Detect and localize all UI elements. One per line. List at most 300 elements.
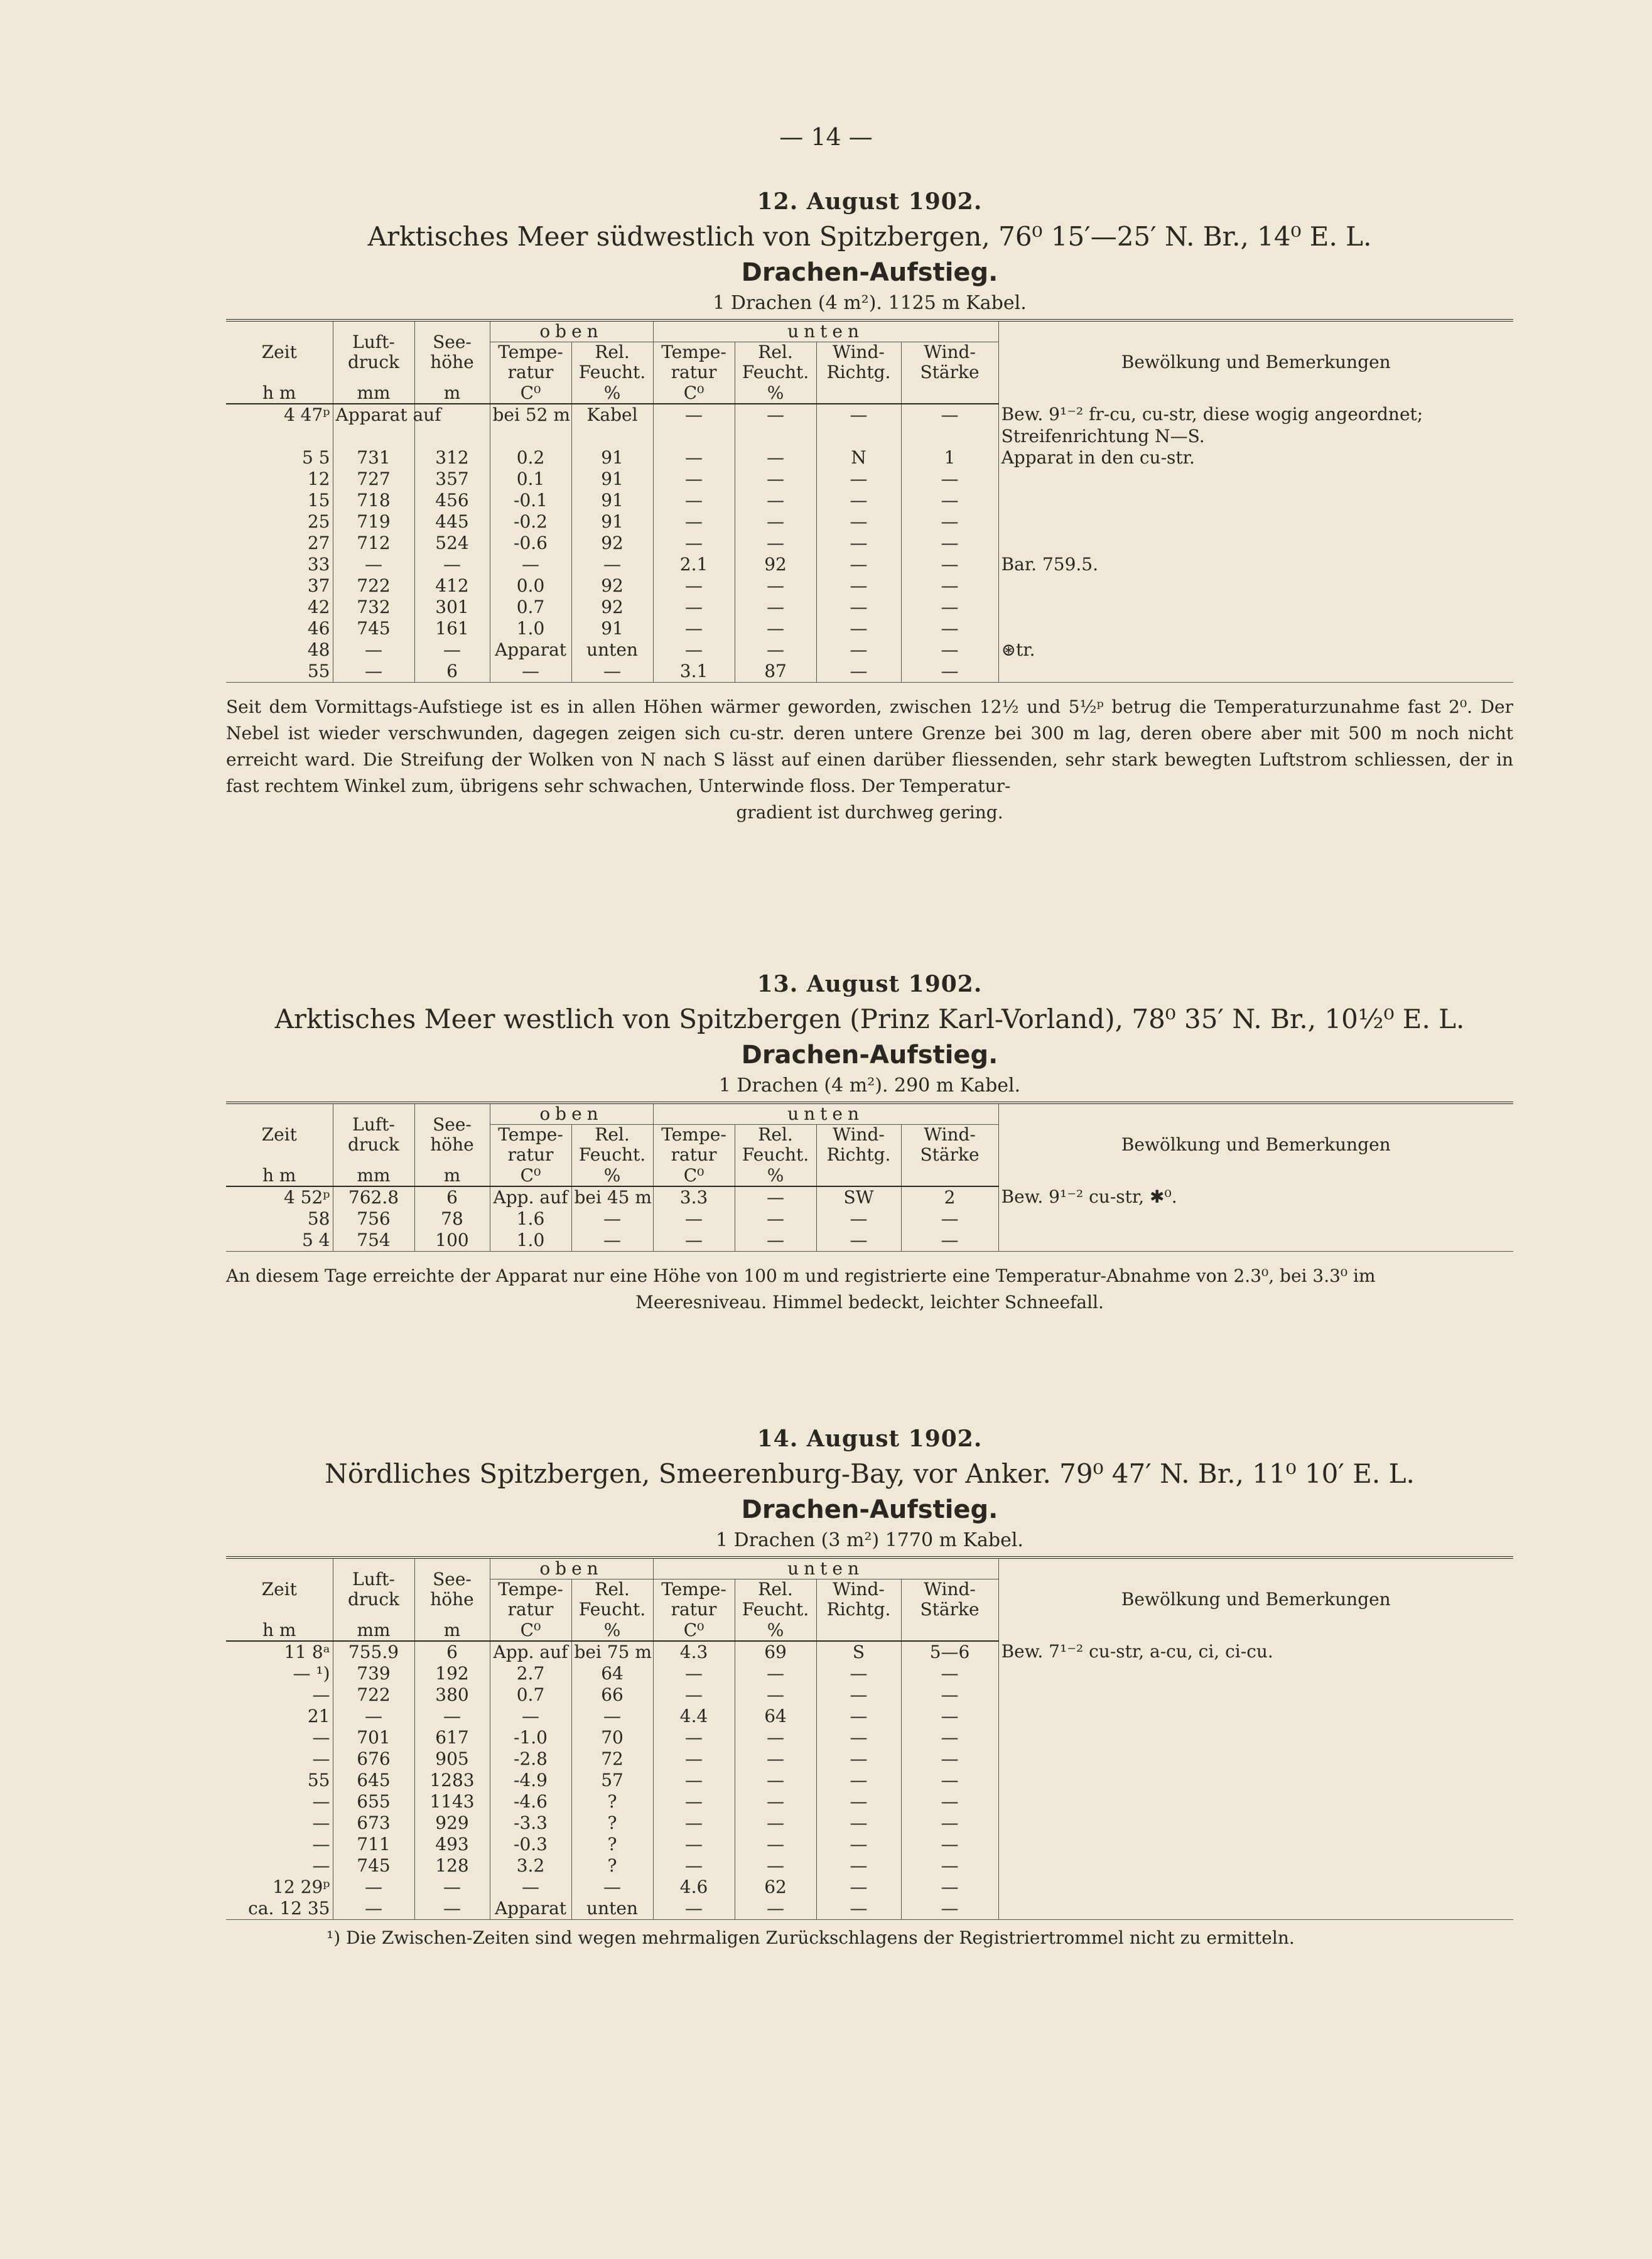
table-cell: — (816, 597, 901, 618)
table-cell: — (735, 1898, 816, 1920)
table-cell: Apparat (490, 1898, 571, 1920)
table-cell: — (571, 1877, 653, 1898)
table-cell: ? (571, 1791, 653, 1812)
section-aug-13 (226, 971, 1513, 1316)
table-cell (998, 1770, 1513, 1791)
table-cell: — (816, 1834, 901, 1855)
table-cell: — (901, 554, 998, 575)
table-cell (998, 1208, 1513, 1230)
table-cell: — (571, 1706, 653, 1727)
col-windstaerke-header: Wind-Stärke (901, 1579, 998, 1620)
col-rel-unten-header: Rel. Feucht. (735, 1125, 816, 1166)
table-cell: 6 (414, 1641, 490, 1663)
table-cell: — (414, 639, 490, 661)
group-unten-header: unten (653, 320, 998, 342)
table-row (226, 1684, 1513, 1706)
table-cell: — (816, 490, 901, 511)
table-cell: 712 (333, 533, 414, 554)
table-cell: — (901, 1834, 998, 1855)
table-cell: 655 (333, 1791, 414, 1812)
col-rel-unten-header: Rel. Feucht. (735, 1579, 816, 1620)
table-cell: — (901, 1663, 998, 1684)
table-cell: — (816, 639, 901, 661)
table-cell: 380 (414, 1684, 490, 1706)
unit-c: C⁰ (490, 1620, 571, 1641)
unit-pct: % (735, 1620, 816, 1641)
col-luftdruck-header: Luft-druck (333, 320, 414, 383)
table-cell (998, 1898, 1513, 1920)
table-cell: — (816, 1706, 901, 1727)
table-cell: 0.7 (490, 1684, 571, 1706)
table-cell: bei 45 m (571, 1186, 653, 1208)
table-cell: — (901, 1727, 998, 1748)
table-cell: 3.1 (653, 661, 735, 683)
table-cell: 2.7 (490, 1663, 571, 1684)
table-cell: ca. 12 35 (226, 1898, 333, 1920)
col-temp-unten-header: Tempe-ratur (653, 342, 735, 383)
table-cell: Kabel (571, 404, 653, 426)
table-row (226, 1727, 1513, 1748)
table-cell (816, 426, 901, 447)
col-zeit-header: Zeit (226, 1557, 333, 1620)
table-cell: — (735, 575, 816, 597)
table-cell: 69 (735, 1641, 816, 1663)
col-windrichtung-header: Wind-Richtg. (816, 1125, 901, 1166)
table-row (226, 1748, 1513, 1770)
table-cell: bei 52 m (490, 404, 571, 426)
table-cell: 5 4 (226, 1230, 333, 1252)
table-cell: 128 (414, 1855, 490, 1877)
table-cell: Apparat (490, 639, 571, 661)
col-temp-oben-header: Tempe-ratur (490, 1125, 571, 1166)
unit-zeit: h m (226, 1620, 333, 1641)
table-cell: 2.1 (653, 554, 735, 575)
table-cell: 4 47ᵖ (283, 404, 330, 425)
table-cell: 718 (333, 490, 414, 511)
table-cell: — (901, 1855, 998, 1877)
table-cell: 21 (307, 1705, 330, 1726)
unit-m: m (414, 1166, 490, 1186)
table-cell: — (735, 618, 816, 639)
table-cell: 12 (307, 468, 330, 489)
section-aug-14 (226, 1426, 1513, 1948)
table-cell: 6 (414, 1186, 490, 1208)
table-cell: — (653, 1770, 735, 1791)
table-cell: — (816, 661, 901, 683)
table-cell: — (653, 1791, 735, 1812)
unit-c: C⁰ (490, 1166, 571, 1186)
table-cell: 1.0 (490, 1230, 571, 1252)
table-cell (653, 426, 735, 447)
table-cell: — (816, 575, 901, 597)
unit-c: C⁰ (653, 1166, 735, 1186)
table-cell: 192 (414, 1663, 490, 1684)
table-cell: — (735, 469, 816, 490)
table-cell: Apparat auf (333, 404, 414, 426)
table-row (226, 618, 1513, 639)
table-cell: 33 (307, 553, 330, 575)
table-row (226, 661, 1513, 683)
table-cell: 711 (333, 1834, 414, 1855)
table-row (226, 447, 1513, 469)
table-cell (998, 1855, 1513, 1877)
unit-c: C⁰ (653, 1620, 735, 1641)
table-row (226, 639, 1513, 661)
table-cell: — (901, 1877, 998, 1898)
table-cell: — (816, 618, 901, 639)
table-cell: — (901, 404, 998, 426)
table-cell: — (312, 1748, 330, 1769)
col-seehoehe-header: See-höhe (414, 1103, 490, 1166)
page-number: — 14 — (779, 123, 873, 151)
table-cell: 727 (333, 469, 414, 490)
table-cell: 92 (735, 554, 816, 575)
table-cell (998, 1706, 1513, 1727)
table-cell: -0.1 (490, 490, 571, 511)
table-cell: ? (571, 1834, 653, 1855)
section-aug-12 (226, 188, 1513, 826)
table-row (226, 1898, 1513, 1920)
table-cell: — (901, 1898, 998, 1920)
table-cell (998, 1791, 1513, 1812)
section-location: Arktisches Meer südwestlich von Spitzbergen, 76⁰ 15′—25′ N. Br., 14⁰ E. L. (367, 221, 1372, 252)
table-cell (998, 618, 1513, 639)
table-cell (414, 426, 490, 447)
table-cell: 445 (414, 511, 490, 533)
table-cell: — (735, 1208, 816, 1230)
section-date: 12. August 1902. (757, 188, 983, 215)
table-cell: 1143 (414, 1791, 490, 1812)
group-unten-header: unten (653, 1557, 998, 1579)
table-cell: 617 (414, 1727, 490, 1748)
table-cell: 731 (333, 447, 414, 469)
unit-zeit: h m (226, 383, 333, 404)
table-cell (998, 1877, 1513, 1898)
table-row (226, 1877, 1513, 1898)
table-cell (998, 469, 1513, 490)
section-title: Drachen-Aufstieg. (741, 258, 998, 287)
table-cell: 100 (414, 1230, 490, 1252)
table-cell: 754 (333, 1230, 414, 1252)
table-row (226, 1208, 1513, 1230)
table-cell: 57 (571, 1770, 653, 1791)
table-cell: — (816, 1877, 901, 1898)
table-cell (901, 426, 998, 447)
table-row (226, 404, 1513, 426)
unit-m: m (414, 1620, 490, 1641)
table-cell: 64 (735, 1706, 816, 1727)
table-cell: 46 (307, 617, 330, 639)
table-cell: — (816, 1770, 901, 1791)
footnote: ¹) Die Zwischen-Zeiten sind wegen mehrmaligen Zurückschlagens der Registriertrommel nicht zu ermitteln. (327, 1927, 1295, 1948)
section-location: Nördliches Spitzbergen, Smeerenburg-Bay, vor Anker. 79⁰ 47′ N. Br., 11⁰ 10′ E. L. (325, 1458, 1415, 1489)
table-cell: — (735, 1855, 816, 1877)
table-row (226, 1230, 1513, 1252)
table-cell: -1.0 (490, 1727, 571, 1748)
table-cell: — (653, 469, 735, 490)
table-cell: — (816, 404, 901, 426)
table-cell (226, 426, 333, 447)
table-cell (998, 1663, 1513, 1684)
col-rel-oben-header: Rel. Feucht. (571, 1579, 653, 1620)
table-cell: — (901, 597, 998, 618)
section-title: Drachen-Aufstieg. (741, 1041, 998, 1070)
table-cell: 12 29ᵖ (273, 1876, 330, 1897)
table-cell: 493 (414, 1834, 490, 1855)
table-cell: — (816, 1230, 901, 1252)
table-cell: 732 (333, 597, 414, 618)
table-cell: — (816, 1748, 901, 1770)
table-cell: 929 (414, 1812, 490, 1834)
table-cell: — (901, 1770, 998, 1791)
table-cell: unten (571, 639, 653, 661)
table-cell: — (312, 1684, 330, 1705)
table-cell: App. auf (490, 1641, 571, 1663)
table-cell: — (816, 1898, 901, 1920)
note-text: Meeresniveau. Himmel bedeckt, leichter Schneefall. (635, 1291, 1104, 1313)
unit-c: C⁰ (490, 383, 571, 404)
table-cell: 72 (571, 1748, 653, 1770)
col-rel-oben-header: Rel. Feucht. (571, 1125, 653, 1166)
section-notes (226, 694, 1513, 826)
table-row (226, 1791, 1513, 1812)
table-cell: — (901, 511, 998, 533)
table-cell: 755.9 (333, 1641, 414, 1663)
table-cell: 91 (571, 490, 653, 511)
table-cell: Streifenrichtung N—S. (998, 426, 1513, 447)
table-cell: 11 8ᵃ (284, 1641, 330, 1662)
table-cell: — (901, 661, 998, 683)
table-cell: — (901, 1812, 998, 1834)
table-cell: — (571, 1230, 653, 1252)
table-cell: 62 (735, 1877, 816, 1898)
table-cell: — (901, 469, 998, 490)
col-rel-unten-header: Rel. Feucht. (735, 342, 816, 383)
col-bewoelkung-header: Bewölkung und Bemerkungen (998, 1103, 1513, 1186)
table-cell: 27 (307, 532, 330, 553)
col-luftdruck-header: Luft-druck (333, 1103, 414, 1166)
table-cell: — (653, 490, 735, 511)
table-cell: — (901, 533, 998, 554)
table-cell: 762.8 (333, 1186, 414, 1208)
col-luftdruck-header: Luft-druck (333, 1557, 414, 1620)
table-cell: 1 (901, 447, 998, 469)
col-windrichtung-header: Wind-Richtg. (816, 1579, 901, 1620)
unit-mm: mm (333, 383, 414, 404)
table-cell: 645 (333, 1770, 414, 1791)
table-cell: — (571, 661, 653, 683)
table-cell: 55 (307, 1769, 330, 1790)
table-cell: — (816, 533, 901, 554)
col-windrichtung-header: Wind-Richtg. (816, 342, 901, 383)
table-cell: -2.8 (490, 1748, 571, 1770)
table-cell: — (333, 1877, 414, 1898)
table-cell: 905 (414, 1748, 490, 1770)
table-cell: S (816, 1641, 901, 1663)
table-cell: -0.2 (490, 511, 571, 533)
table-cell: 42 (307, 596, 330, 617)
table-cell: — (816, 1727, 901, 1748)
table-cell: — (816, 1208, 901, 1230)
table-cell: — (901, 1684, 998, 1706)
table-cell: — (653, 1663, 735, 1684)
table-cell: 91 (571, 469, 653, 490)
table-cell: 91 (571, 618, 653, 639)
table-cell: — (816, 469, 901, 490)
table-cell: bei 75 m (571, 1641, 653, 1663)
table-cell: — (333, 1898, 414, 1920)
table-cell: 25 (307, 511, 330, 532)
table-cell (998, 1684, 1513, 1706)
table-cell: 87 (735, 661, 816, 683)
table-cell: — (571, 1208, 653, 1230)
table-cell: 78 (414, 1208, 490, 1230)
table-cell: — (735, 1770, 816, 1791)
unit-zeit: h m (226, 1166, 333, 1186)
ascent-table (226, 1556, 1513, 1920)
table-cell (333, 426, 414, 447)
table-cell: — (816, 1791, 901, 1812)
kite-info: 1 Drachen (4 m²). 1125 m Kabel. (713, 292, 1027, 314)
table-cell (571, 426, 653, 447)
kite-info: 1 Drachen (3 m²) 1770 m Kabel. (716, 1529, 1023, 1551)
table-cell (998, 1727, 1513, 1748)
table-cell: — (653, 1812, 735, 1834)
table-cell: -3.3 (490, 1812, 571, 1834)
table-cell: — (735, 1812, 816, 1834)
table-cell: — (653, 1684, 735, 1706)
table-row (226, 1812, 1513, 1834)
table-cell: — (735, 1663, 816, 1684)
table-cell: — (653, 1898, 735, 1920)
col-seehoehe-header: See-höhe (414, 320, 490, 383)
col-zeit-header: Zeit (226, 1103, 333, 1166)
table-cell: 301 (414, 597, 490, 618)
table-cell: 1.0 (490, 618, 571, 639)
ascent-table (226, 1102, 1513, 1252)
table-cell: — (653, 639, 735, 661)
table-row (226, 1663, 1513, 1684)
table-cell: Apparat in den cu-str. (998, 447, 1513, 469)
table-cell: 70 (571, 1727, 653, 1748)
table-cell: 55 (226, 661, 333, 683)
table-cell: 676 (333, 1748, 414, 1770)
table-cell: 3.2 (490, 1855, 571, 1877)
table-cell: 15 (307, 489, 330, 511)
unit-c: C⁰ (653, 383, 735, 404)
table-cell: — (735, 597, 816, 618)
table-cell: — (735, 1791, 816, 1812)
table-cell: — (901, 639, 998, 661)
table-cell: 0.1 (490, 469, 571, 490)
table-cell: 4.4 (653, 1706, 735, 1727)
table-cell: 456 (414, 490, 490, 511)
table-cell: — (653, 1748, 735, 1770)
table-cell: — (735, 533, 816, 554)
table-cell: -0.3 (490, 1834, 571, 1855)
table-cell: 3.3 (653, 1186, 735, 1208)
table-row (226, 1186, 1513, 1208)
col-rel-oben-header: Rel. Feucht. (571, 342, 653, 383)
table-cell: — (735, 1230, 816, 1252)
table-cell: — (490, 1877, 571, 1898)
unit-mm: mm (333, 1620, 414, 1641)
table-cell: — (653, 404, 735, 426)
table-cell: — (653, 533, 735, 554)
table-cell: 0.0 (490, 575, 571, 597)
group-oben-header: oben (490, 1103, 653, 1125)
table-cell: Bew. 9¹⁻² fr-cu, cu-str, diese wogig angeordnet; (998, 404, 1513, 426)
col-temp-oben-header: Tempe-ratur (490, 342, 571, 383)
unit-m: m (414, 383, 490, 404)
table-cell: — (735, 1727, 816, 1748)
table-cell: — (735, 639, 816, 661)
table-cell: 58 (307, 1208, 330, 1229)
table-cell: — (490, 554, 571, 575)
table-row (226, 469, 1513, 490)
table-row (226, 1641, 1513, 1663)
table-cell: 66 (571, 1684, 653, 1706)
table-cell: — (653, 1230, 735, 1252)
table-cell: — (312, 1855, 330, 1876)
unit-pct: % (571, 1166, 653, 1186)
col-bewoelkung-header: Bewölkung und Bemerkungen (998, 320, 1513, 404)
table-cell: — (816, 1663, 901, 1684)
table-cell: — (653, 1855, 735, 1877)
table-cell: — (333, 1706, 414, 1727)
table-cell (998, 1812, 1513, 1834)
note-text: An diesem Tage erreichte der Apparat nur eine Höhe von 100 m und registrierte eine Temperatur-Abnahme von 2.3⁰, bei 3.3⁰ im (226, 1265, 1376, 1286)
table-cell: 357 (414, 469, 490, 490)
table-cell: 673 (333, 1812, 414, 1834)
table-cell: — (901, 1230, 998, 1252)
table-cell: N (816, 447, 901, 469)
table-cell: 756 (333, 1208, 414, 1230)
table-cell: 5—6 (901, 1641, 998, 1663)
table-cell: — (414, 1877, 490, 1898)
group-oben-header: oben (490, 320, 653, 342)
table-cell: Bew. 7¹⁻² cu-str, a-cu, ci, ci-cu. (998, 1641, 1513, 1663)
col-temp-unten-header: Tempe-ratur (653, 1579, 735, 1620)
table-cell: — (653, 597, 735, 618)
unit-pct: % (735, 1166, 816, 1186)
table-cell: App. auf (490, 1186, 571, 1208)
table-cell: Bew. 9¹⁻² cu-str, ✱⁰. (998, 1186, 1513, 1208)
table-cell: — (735, 1834, 816, 1855)
table-cell (998, 1748, 1513, 1770)
col-seehoehe-header: See-höhe (414, 1557, 490, 1620)
table-cell: — (414, 554, 490, 575)
table-cell: — (735, 511, 816, 533)
table-cell: — (735, 1748, 816, 1770)
table-cell: — (816, 554, 901, 575)
table-cell: 48 (307, 639, 330, 660)
table-cell: — (901, 490, 998, 511)
table-row (226, 575, 1513, 597)
table-cell: — (414, 1898, 490, 1920)
unit-pct: % (571, 1620, 653, 1641)
table-cell: — (312, 1790, 330, 1812)
table-cell: -4.9 (490, 1770, 571, 1791)
table-row (226, 597, 1513, 618)
table-row (226, 1834, 1513, 1855)
table-cell: 92 (571, 597, 653, 618)
table-cell: — (490, 1706, 571, 1727)
table-cell: — (414, 1706, 490, 1727)
table-row (226, 511, 1513, 533)
table-cell (998, 575, 1513, 597)
table-cell: — (333, 639, 414, 661)
